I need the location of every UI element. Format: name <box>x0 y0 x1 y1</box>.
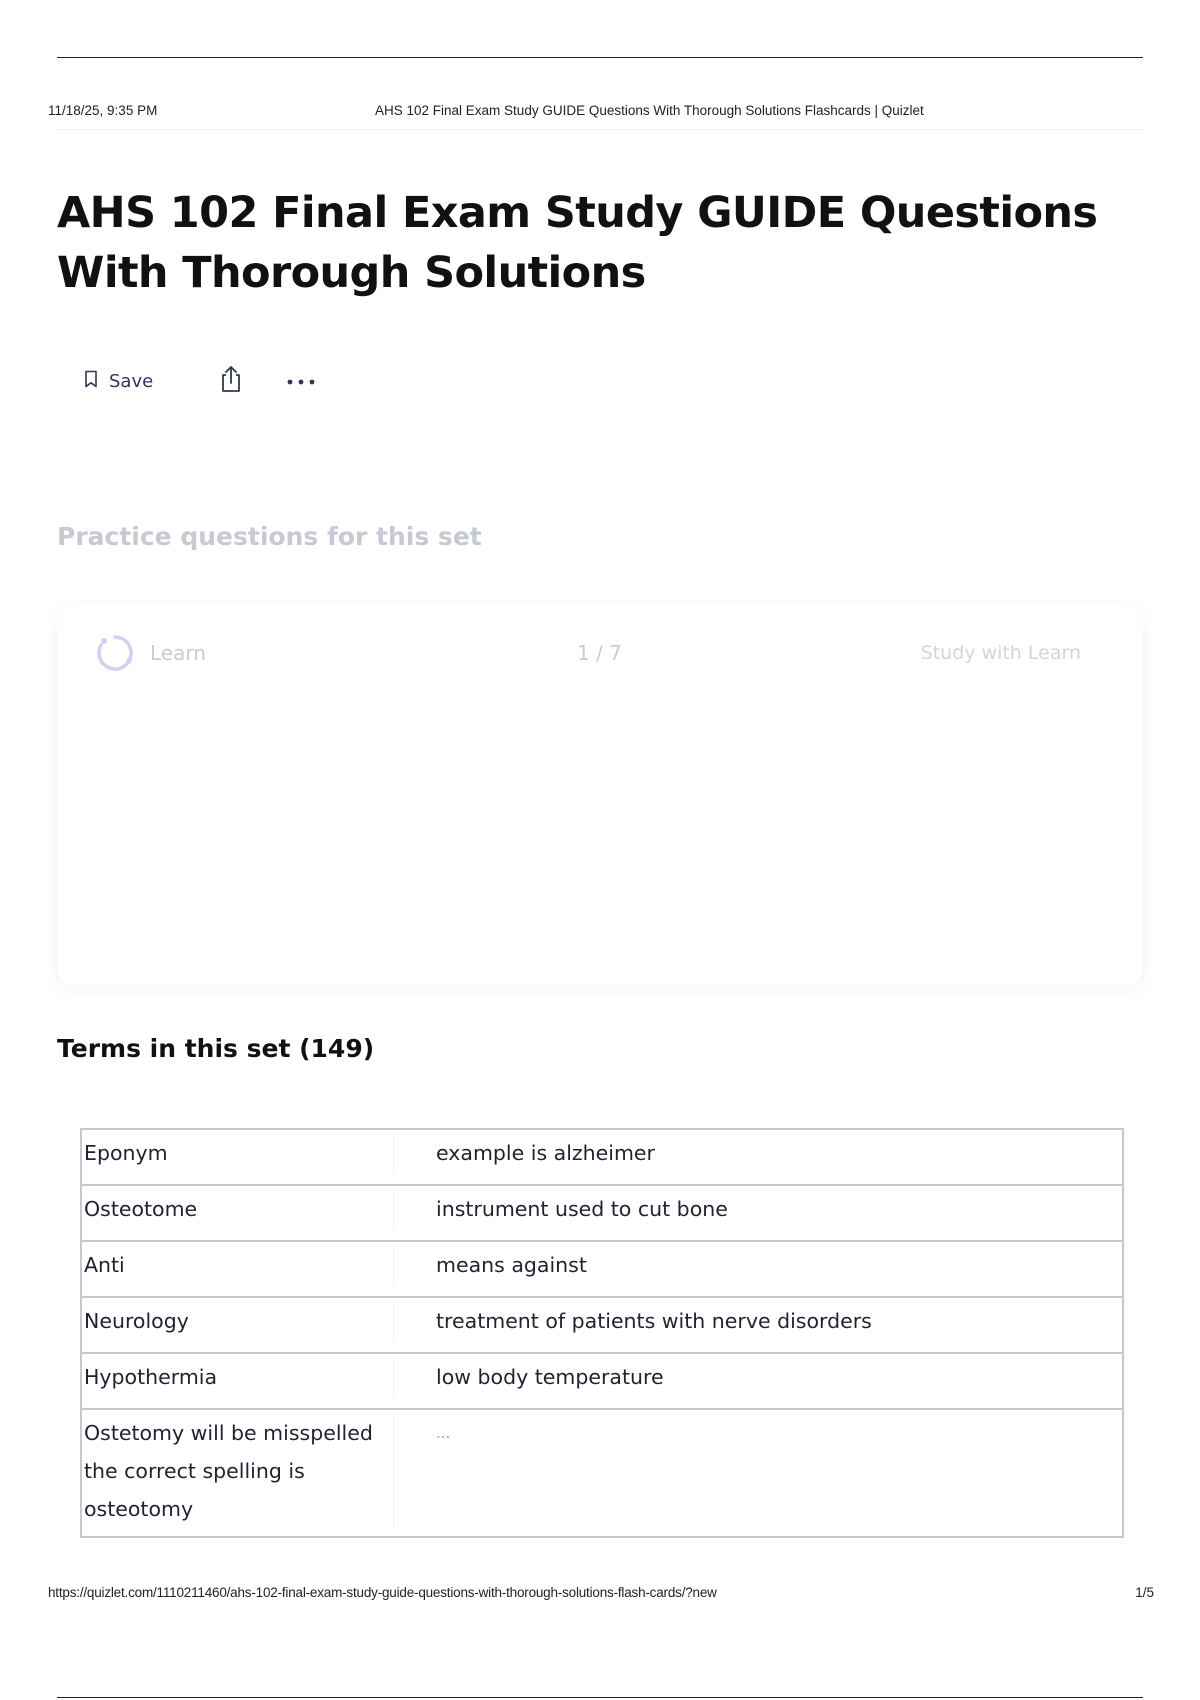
more-icon <box>286 372 316 391</box>
learn-mode-label: Learn <box>150 641 206 665</box>
definition-cell: ... <box>394 1409 1123 1537</box>
table-row <box>81 1241 1123 1297</box>
learn-progress: 1 / 7 <box>577 641 622 665</box>
term-cell: Osteotome <box>84 1190 394 1228</box>
save-button[interactable] <box>84 363 153 399</box>
print-title: AHS 102 Final Exam Study GUIDE Questions With Thorough Solutions Flashcards | Quizlet <box>375 103 924 118</box>
table-row <box>81 1297 1123 1353</box>
definition-cell: instrument used to cut bone <box>394 1185 1123 1241</box>
term-cell: Ostetomy will be misspelled the correct spelling is osteotomy <box>84 1414 394 1528</box>
definition-cell: treatment of patients with nerve disorders <box>394 1297 1123 1353</box>
terms-table <box>80 1128 1124 1538</box>
share-button[interactable] <box>217 363 245 399</box>
print-date: 11/18/25, 9:35 PM <box>48 103 158 118</box>
definition-cell: low body temperature <box>394 1353 1123 1409</box>
print-page-number: 1/5 <box>1135 1585 1154 1600</box>
print-header <box>0 103 1200 123</box>
table-row <box>81 1409 1123 1537</box>
term-cell: Neurology <box>84 1302 394 1340</box>
bookmark-icon <box>84 370 98 392</box>
term-cell: Hypothermia <box>84 1358 394 1396</box>
page-top-rule <box>57 57 1143 58</box>
table-row <box>81 1185 1123 1241</box>
term-cell: Eponym <box>84 1134 394 1172</box>
more-button[interactable] <box>286 363 316 399</box>
study-with-learn-button[interactable]: Study with Learn <box>920 642 1081 664</box>
page-bottom-rule <box>57 1697 1143 1698</box>
print-url: https://quizlet.com/1110211460/ahs-102-final-exam-study-guide-questions-with-thorough-solutions-flash-cards/?new <box>48 1585 717 1600</box>
learn-card-header <box>57 631 1143 675</box>
table-row <box>81 1129 1123 1185</box>
practice-heading: Practice questions for this set <box>57 522 482 551</box>
terms-heading: Terms in this set (149) <box>57 1034 375 1063</box>
learn-practice-card <box>57 605 1143 985</box>
print-footer <box>0 1585 1200 1605</box>
learn-icon <box>95 633 135 677</box>
definition-cell: means against <box>394 1241 1123 1297</box>
page-title: AHS 102 Final Exam Study GUIDE Questions With Thorough Solutions <box>57 188 1098 298</box>
table-row <box>81 1353 1123 1409</box>
header-divider <box>57 129 1143 130</box>
share-icon <box>217 364 245 398</box>
definition-cell: example is alzheimer <box>394 1129 1123 1185</box>
save-label: Save <box>109 370 154 392</box>
term-cell: Anti <box>84 1246 394 1284</box>
